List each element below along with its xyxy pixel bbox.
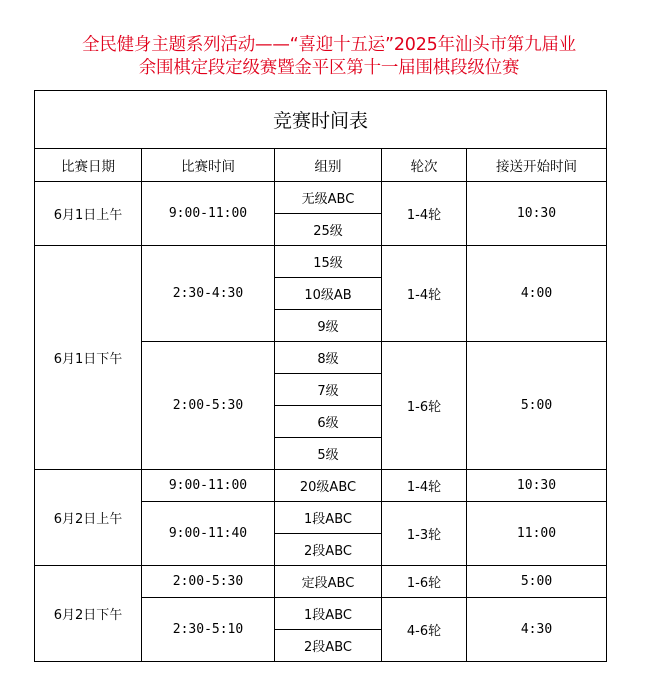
rounds-cell: 1-3轮 [382,502,467,566]
session-date: 6月1日上午 [35,182,142,246]
match-time: 9:00-11:40 [142,502,275,566]
table-caption: 竞赛时间表 [35,91,607,149]
rounds-cell: 4-6轮 [382,598,467,662]
header-group: 组别 [275,149,382,182]
document-title [0,34,658,80]
header-pickup: 接送开始时间 [467,149,607,182]
group-cell: 定段ABC [275,566,382,598]
group-cell: 25级 [275,214,382,246]
session-date: 6月1日下午 [35,246,142,470]
table-row [35,566,607,598]
group-cell: 20级ABC [275,470,382,502]
match-time: 9:00-11:00 [142,470,275,502]
header-time: 比赛时间 [142,149,275,182]
pickup-time: 4:30 [467,598,607,662]
group-cell: 无级ABC [275,182,382,214]
title-line-1: 全民健身主题系列活动——“喜迎十五运”2025年汕头市第九届业 [82,35,576,55]
table-row [35,470,607,502]
pickup-time: 4:00 [467,246,607,342]
group-cell: 5级 [275,438,382,470]
group-cell: 10级AB [275,278,382,310]
group-cell: 6级 [275,406,382,438]
header-rounds: 轮次 [382,149,467,182]
rounds-cell: 1-4轮 [382,182,467,246]
rounds-cell: 1-4轮 [382,246,467,342]
schedule-table [34,90,607,662]
pickup-time: 5:00 [467,342,607,470]
match-time: 2:30-4:30 [142,246,275,342]
group-cell: 15级 [275,246,382,278]
group-cell: 1段ABC [275,598,382,630]
table-row [35,182,607,214]
rounds-cell: 1-6轮 [382,342,467,470]
match-time: 9:00-11:00 [142,182,275,246]
match-time: 2:30-5:10 [142,598,275,662]
header-date: 比赛日期 [35,149,142,182]
group-cell: 2段ABC [275,630,382,662]
match-time: 2:00-5:30 [142,342,275,470]
session-date: 6月2日下午 [35,566,142,662]
pickup-time: 10:30 [467,182,607,246]
group-cell: 8级 [275,342,382,374]
group-cell: 7级 [275,374,382,406]
pickup-time: 5:00 [467,566,607,598]
group-cell: 9级 [275,310,382,342]
pickup-time: 10:30 [467,470,607,502]
pickup-time: 11:00 [467,502,607,566]
rounds-cell: 1-4轮 [382,470,467,502]
title-line-2: 余围棋定段定级赛暨金平区第十一届围棋段级位赛 [138,58,520,78]
rounds-cell: 1-6轮 [382,566,467,598]
table-row [35,246,607,278]
table-header-row [35,149,607,182]
group-cell: 1段ABC [275,502,382,534]
session-date: 6月2日上午 [35,470,142,566]
group-cell: 2段ABC [275,534,382,566]
match-time: 2:00-5:30 [142,566,275,598]
